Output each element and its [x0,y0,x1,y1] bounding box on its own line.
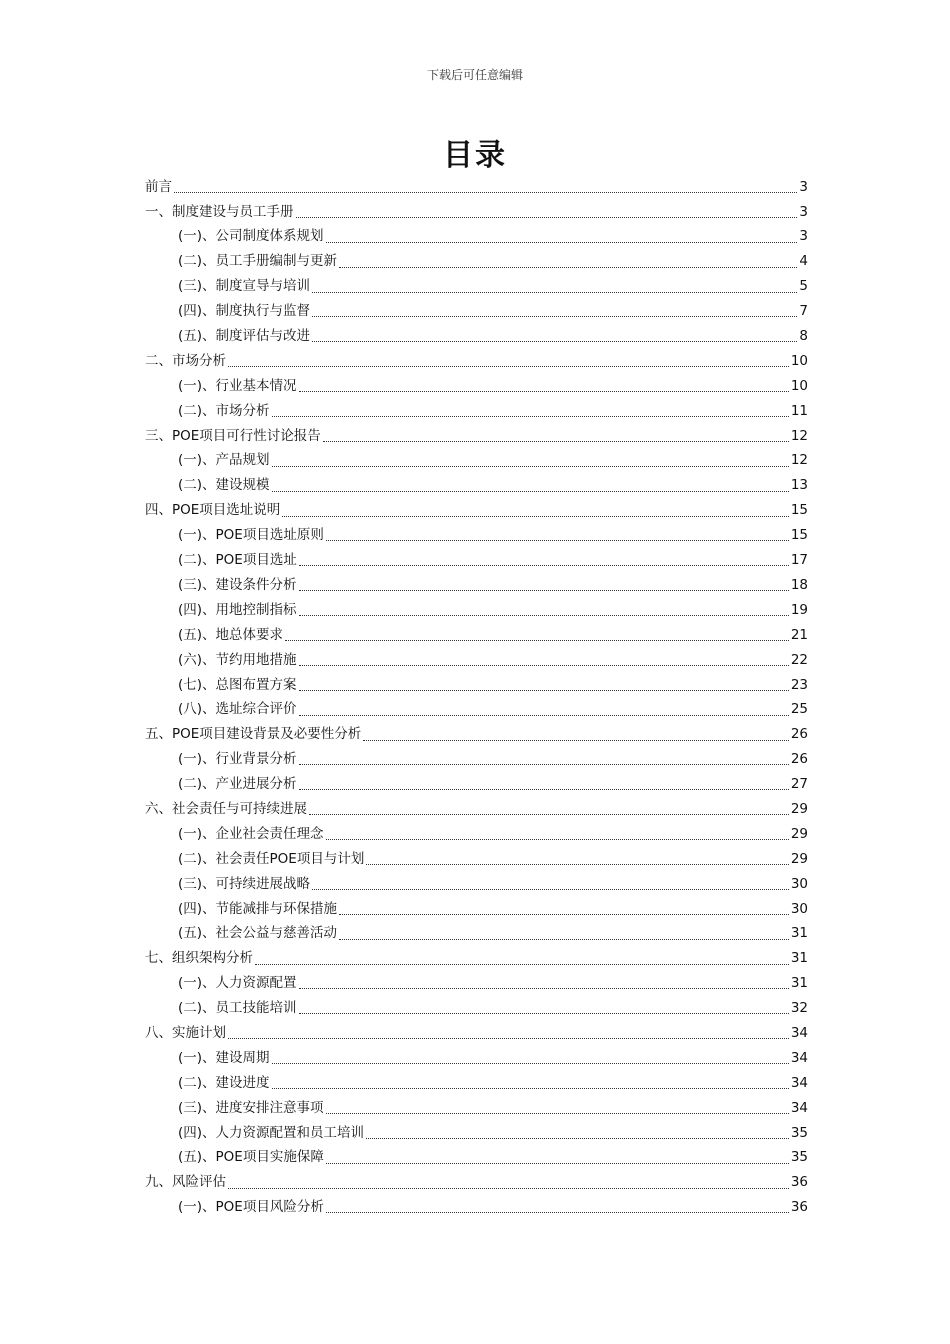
dot-leader [326,1113,789,1114]
toc-entry[interactable] [145,623,808,648]
dot-leader [363,740,789,741]
toc-entry[interactable] [145,324,808,349]
toc-entry-page-number: 29 [790,825,808,842]
toc-entry-label: (一)、行业基本情况 [178,377,297,394]
toc-entry[interactable] [145,474,808,499]
dot-leader [366,864,788,865]
dot-leader [299,665,789,666]
toc-entry-page-number: 10 [790,377,808,394]
toc-entry-label: (一)、企业社会责任理念 [178,825,324,842]
toc-entry[interactable] [145,424,808,449]
dot-leader [299,615,789,616]
dot-leader [299,565,789,566]
toc-entry-page-number: 13 [790,477,808,494]
toc-entry-page-number: 15 [790,502,808,519]
toc-entry-page-number: 25 [790,701,808,718]
toc-entry-label: (四)、人力资源配置和员工培训 [178,1124,365,1141]
toc-entry-page-number: 8 [799,328,808,345]
dot-leader [312,292,797,293]
toc-entry-page-number: 32 [790,1000,808,1017]
dot-leader [312,341,797,342]
toc-entry-page-number: 34 [790,1099,808,1116]
toc-entry-page-number: 18 [790,576,808,593]
toc-entry-page-number: 10 [790,352,808,369]
toc-entry-page-number: 31 [790,975,808,992]
dot-leader [299,789,789,790]
toc-entry[interactable] [145,1096,808,1121]
toc-entry-page-number: 3 [799,228,808,245]
dot-leader [174,192,797,193]
dot-leader [299,1013,789,1014]
toc-entry-label: (一)、人力资源配置 [178,975,297,992]
dot-leader [326,1212,789,1213]
dot-leader [255,964,789,965]
toc-entry-page-number: 3 [799,203,808,220]
toc-entry[interactable] [145,972,808,997]
toc-entry[interactable] [145,897,808,922]
toc-entry-label: (一)、产品规划 [178,452,270,469]
toc-entry[interactable] [145,1171,808,1196]
toc-entry-label: (二)、市场分析 [178,402,270,419]
toc-entry[interactable] [145,1121,808,1146]
dot-leader [272,416,789,417]
toc-entry[interactable] [145,996,808,1021]
toc-entry-label: (五)、社会公益与慈善活动 [178,925,338,942]
toc-entry-page-number: 26 [790,751,808,768]
toc-entry-page-number: 12 [790,452,808,469]
dot-leader [299,590,789,591]
toc-entry-page-number: 30 [790,875,808,892]
toc-entry-page-number: 21 [790,626,808,643]
toc-entry-label: (七)、总图布置方案 [178,676,297,693]
toc-entry[interactable] [145,1021,808,1046]
toc-entry[interactable] [145,772,808,797]
dot-leader [326,540,789,541]
toc-entry-label: (五)、地总体要求 [178,626,284,643]
toc-entry[interactable] [145,598,808,623]
toc-entry-label: (八)、选址综合评价 [178,701,297,718]
toc-entry-page-number: 23 [790,676,808,693]
toc-entry-label: (一)、行业背景分析 [178,751,297,768]
toc-entry[interactable] [145,822,808,847]
toc-entry[interactable] [145,573,808,598]
dot-leader [299,988,789,989]
toc-entry-page-number: 29 [790,800,808,817]
dot-leader [326,839,789,840]
toc-entry-page-number: 30 [790,900,808,917]
toc-entry-page-number: 12 [790,427,808,444]
toc-entry-label: 七、组织架构分析 [145,950,253,967]
toc-entry-page-number: 35 [790,1124,808,1141]
toc-entry-page-number: 3 [799,178,808,195]
dot-leader [272,491,789,492]
toc-entry-page-number: 31 [790,925,808,942]
toc-entry[interactable] [145,723,808,748]
dot-leader [299,690,789,691]
toc-entry[interactable] [145,175,808,200]
toc-entry-page-number: 26 [790,726,808,743]
toc-entry-label: (一)、POE项目选址原则 [178,527,324,544]
toc-entry-label: (一)、公司制度体系规划 [178,228,324,245]
toc-entry-label: (二)、产业进展分析 [178,776,297,793]
toc-entry[interactable] [145,374,808,399]
page-header: 下载后可任意编辑 [426,68,523,82]
toc-entry-label: (四)、节能减排与环保措施 [178,900,338,917]
toc-entry-page-number: 11 [790,402,808,419]
dot-leader [366,1138,789,1139]
dot-leader [326,242,798,243]
toc-entry[interactable] [145,299,808,324]
dot-leader [272,1088,789,1089]
toc-entry-label: (一)、建设周期 [178,1049,270,1066]
toc-entry[interactable] [145,349,808,374]
toc-entry-label: (三)、可持续进展战略 [178,875,311,892]
toc-entry-page-number: 17 [790,552,808,569]
toc-entry-label: (二)、社会责任POE项目与计划 [178,850,365,867]
toc-entry-label: (二)、POE项目选址 [178,552,297,569]
toc-entry-label: 五、POE项目建设背景及必要性分析 [145,726,362,743]
toc-entry-label: 二、市场分析 [145,352,226,369]
dot-leader [228,1038,789,1039]
toc-entry[interactable] [145,200,808,225]
toc-entry-label: 六、社会责任与可持续进展 [145,800,307,817]
toc-entry[interactable] [145,648,808,673]
toc-entry-label: (五)、制度评估与改进 [178,328,311,345]
dot-leader [228,1188,789,1189]
toc-entry-page-number: 7 [799,303,808,320]
toc-entry[interactable] [145,275,808,300]
toc-entry-page-number: 29 [790,850,808,867]
toc-entry-label: (四)、制度执行与监督 [178,303,311,320]
toc-entry-label: (四)、用地控制指标 [178,601,297,618]
dot-leader [299,764,789,765]
toc-entry[interactable] [145,1071,808,1096]
toc-entry[interactable] [145,250,808,275]
toc-entry-label: (三)、建设条件分析 [178,576,297,593]
toc-entry-label: 九、风险评估 [145,1174,226,1191]
toc-entry-page-number: 5 [799,278,808,295]
dot-leader [312,316,797,317]
toc-entry[interactable] [145,922,808,947]
toc-entry-label: (一)、POE项目风险分析 [178,1199,324,1216]
toc-entry-page-number: 35 [790,1149,808,1166]
dot-leader [299,391,789,392]
toc-entry[interactable] [145,548,808,573]
dot-leader [272,466,789,467]
toc-entry-page-number: 19 [790,601,808,618]
toc-entry-label: 一、制度建设与员工手册 [145,203,294,220]
toc-entry-label: (三)、进度安排注意事项 [178,1099,324,1116]
toc-entry-page-number: 4 [799,253,808,270]
dot-leader [339,267,797,268]
toc-title: 目录 [443,138,507,173]
toc-entry-page-number: 34 [790,1024,808,1041]
dot-leader [323,441,789,442]
toc-entry-label: (二)、员工技能培训 [178,1000,297,1017]
toc-entry[interactable] [145,1146,808,1171]
toc-entry[interactable] [145,1046,808,1071]
dot-leader [339,914,789,915]
toc-entry[interactable] [145,1196,808,1221]
toc-entry-page-number: 36 [790,1199,808,1216]
toc-entry-page-number: 27 [790,776,808,793]
toc-entry-label: 前言 [145,178,172,195]
dot-leader [228,366,789,367]
toc-entry[interactable] [145,747,808,772]
toc-entry-page-number: 34 [790,1074,808,1091]
table-of-contents [145,175,808,1220]
toc-entry[interactable] [145,499,808,524]
dot-leader [272,1063,789,1064]
toc-entry[interactable] [145,673,808,698]
toc-entry[interactable] [145,225,808,250]
toc-entry[interactable] [145,449,808,474]
toc-entry-label: (二)、员工手册编制与更新 [178,253,338,270]
dot-leader [312,889,789,890]
dot-leader [309,814,789,815]
toc-entry-label: (五)、POE项目实施保障 [178,1149,324,1166]
dot-leader [282,516,789,517]
toc-entry-page-number: 22 [790,651,808,668]
toc-entry[interactable] [145,523,808,548]
toc-entry-label: (二)、建设规模 [178,477,270,494]
toc-entry[interactable] [145,872,808,897]
toc-entry-label: 八、实施计划 [145,1024,226,1041]
toc-entry-label: (三)、制度宣导与培训 [178,278,311,295]
dot-leader [296,217,798,218]
dot-leader [326,1163,789,1164]
toc-entry[interactable] [145,698,808,723]
dot-leader [339,939,789,940]
dot-leader [285,640,789,641]
toc-entry-page-number: 34 [790,1049,808,1066]
toc-entry[interactable] [145,947,808,972]
toc-entry-page-number: 15 [790,527,808,544]
toc-entry[interactable] [145,797,808,822]
toc-entry-label: (二)、建设进度 [178,1074,270,1091]
toc-entry-page-number: 31 [790,950,808,967]
dot-leader [299,715,789,716]
toc-entry[interactable] [145,847,808,872]
toc-entry-label: (六)、节约用地措施 [178,651,297,668]
toc-entry-label: 四、POE项目选址说明 [145,502,281,519]
toc-entry[interactable] [145,399,808,424]
toc-entry-page-number: 36 [790,1174,808,1191]
toc-entry-label: 三、POE项目可行性讨论报告 [145,427,321,444]
